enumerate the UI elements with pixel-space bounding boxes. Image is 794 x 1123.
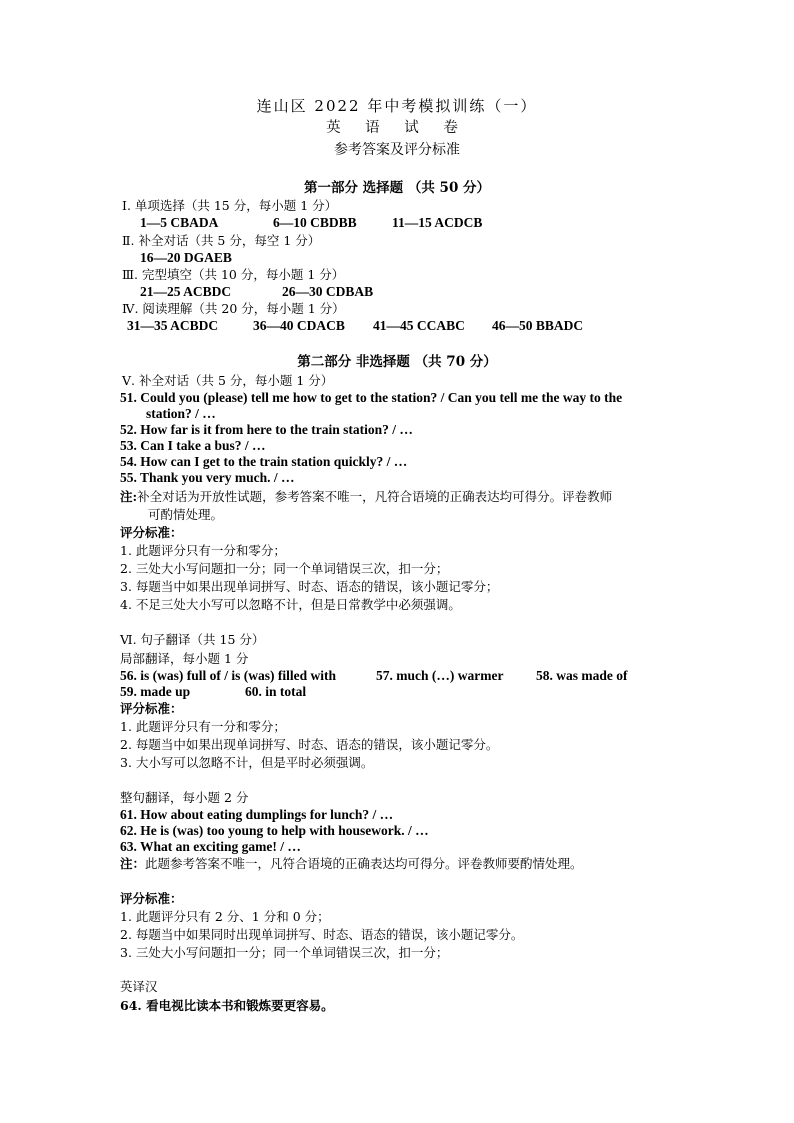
section1-title: Ⅰ. 单项选择（共 15 分，每小题 1 分） <box>122 198 338 213</box>
answers-36-40: 36—40 CDACB <box>253 318 345 333</box>
answer-58: 58. was made of <box>536 668 628 683</box>
criteria-3-label: 评分标准： <box>120 891 183 906</box>
answers-1-5: 1—5 CBADA <box>140 215 219 230</box>
answer-57: 57. much (…) warmer <box>376 668 504 683</box>
answer-61: 61. How about eating dumplings for lunch? / … <box>120 807 394 822</box>
part1-heading: 第一部分 选择题 （共 50 分） <box>303 180 491 196</box>
answer-51-line2: station? / … <box>146 406 216 421</box>
section5-title: Ⅴ. 补全对话（共 5 分，每小题 1 分） <box>122 373 334 388</box>
section4-title: Ⅳ. 阅读理解（共 20 分，每小题 1 分） <box>122 301 345 316</box>
note-2 <box>120 856 583 872</box>
answers-31-35: 31—35 ACBDC <box>127 318 219 333</box>
whole-translation-title: 整句翻译，每小题 2 分 <box>120 790 249 805</box>
answer-59: 59. made up <box>120 684 191 699</box>
criteria-2-item-3: 3. 大小写可以忽略不计，但是平时必须强调。 <box>120 755 374 770</box>
answers-11-15: 11—15 ACDCB <box>392 215 483 230</box>
criteria-1-item-4: 4. 不足三处大小写可以忽略不计，但是日常教学中必须强调。 <box>120 597 461 612</box>
note-1-continued: 可酌情处理。 <box>148 507 224 522</box>
answer-60: 60. in total <box>245 684 307 699</box>
subtitle: 参考答案及评分标准 <box>334 142 460 158</box>
answer-64: 64. 看电视比读本书和锻炼要更容易。 <box>120 998 334 1013</box>
answer-63: 63. What an exciting game! / … <box>120 839 301 854</box>
section3-title: Ⅲ. 完型填空（共 10 分，每小题 1 分） <box>122 267 345 282</box>
criteria-2-item-2: 2. 每题当中如果出现单词拼写、时态、语态的错误，该小题记零分。 <box>120 737 499 752</box>
note-1-text: 补全对话为开放性试题，参考答案不唯一，凡符合语境的正确表达均可得分。评卷教师 <box>137 489 613 504</box>
note-2-text: 此题参考答案不唯一，凡符合语境的正确表达均可得分。评卷教师要酌情处理。 <box>145 856 583 871</box>
answers-16-20: 16—20 DGAEB <box>140 250 232 265</box>
answers-6-10: 6—10 CBDBB <box>273 215 357 230</box>
subject-title: 英 语 试 卷 <box>326 120 468 136</box>
criteria-1-item-3: 3. 每题当中如果出现单词拼写、时态、语态的错误，该小题记零分； <box>120 579 499 594</box>
answers-46-50: 46—50 BBADC <box>492 318 584 333</box>
criteria-1-item-2: 2. 三处大小写问题扣一分；同一个单词错误三次，扣一分； <box>120 561 449 576</box>
answer-56: 56. is (was) full of / is (was) filled with <box>120 668 336 683</box>
answer-55: 55. Thank you very much. / … <box>120 470 295 485</box>
note-2-label: 注： <box>120 856 146 871</box>
partial-translation-title: 局部翻译，每小题 1 分 <box>120 651 249 666</box>
english-to-chinese-title: 英译汉 <box>120 979 158 994</box>
section2-title: Ⅱ. 补全对话（共 5 分，每空 1 分） <box>122 233 321 248</box>
criteria-3-item-1: 1. 此题评分只有 2 分、1 分和 0 分； <box>120 909 330 924</box>
part2-heading: 第二部分 非选择题 （共 70 分） <box>297 354 497 370</box>
section6-title: Ⅵ. 句子翻译（共 15 分） <box>120 632 265 647</box>
exam-title: 连山区 2022 年中考模拟训练（一） <box>256 97 538 115</box>
answer-52: 52. How far is it from here to the train station? / … <box>120 422 413 437</box>
criteria-2-label: 评分标准： <box>120 701 183 716</box>
note-1-label: 注: <box>120 489 138 504</box>
answer-54: 54. How can I get to the train station quickly? / … <box>120 454 408 469</box>
answer-62: 62. He is (was) too young to help with housework. / … <box>120 823 429 838</box>
note-1 <box>120 489 612 505</box>
answer-51-line1: 51. Could you (please) tell me how to get to the station? / Can you tell me the way to the <box>120 390 623 405</box>
criteria-2-item-1: 1. 此题评分只有一分和零分； <box>120 719 286 734</box>
criteria-1-item-1: 1. 此题评分只有一分和零分； <box>120 543 286 558</box>
criteria-3-item-2: 2. 每题当中如果同时出现单词拼写、时态、语态的错误，该小题记零分。 <box>120 927 524 942</box>
criteria-3-item-3: 3. 三处大小写问题扣一分；同一个单词错误三次，扣一分； <box>120 945 449 960</box>
answers-21-25: 21—25 ACBDC <box>140 284 232 299</box>
answers-41-45: 41—45 CCABC <box>373 318 465 333</box>
answer-53: 53. Can I take a bus? / … <box>120 438 266 453</box>
answers-26-30: 26—30 CDBAB <box>282 284 374 299</box>
criteria-1-label: 评分标准： <box>120 525 183 540</box>
